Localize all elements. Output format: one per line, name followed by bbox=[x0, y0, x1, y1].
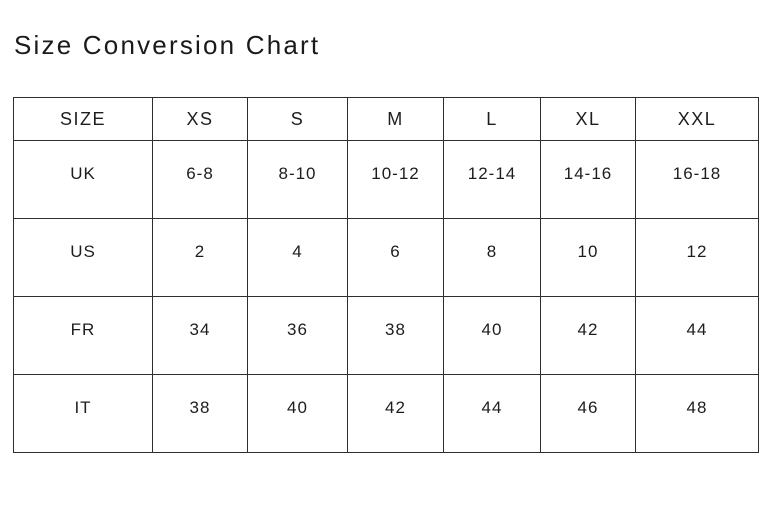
table-row-it bbox=[14, 375, 759, 453]
table-cell-uk-xs: 6-8 bbox=[153, 141, 248, 219]
table-cell-us-xl: 10 bbox=[541, 219, 636, 297]
table-cell-uk-m: 10-12 bbox=[348, 141, 444, 219]
table-cell-fr-l: 40 bbox=[444, 297, 541, 375]
row-label-uk: UK bbox=[14, 141, 153, 219]
page-title: Size Conversion Chart bbox=[14, 30, 321, 60]
table-cell-it-m: 42 bbox=[348, 375, 444, 453]
size-conversion-table bbox=[13, 97, 759, 453]
column-header-s: S bbox=[248, 98, 348, 141]
column-header-xs: XS bbox=[153, 98, 248, 141]
table-cell-us-m: 6 bbox=[348, 219, 444, 297]
column-header-m: M bbox=[348, 98, 444, 141]
column-header-l: L bbox=[444, 98, 541, 141]
table-cell-fr-m: 38 bbox=[348, 297, 444, 375]
column-header-size: SIZE bbox=[14, 98, 153, 141]
table-cell-fr-xxl: 44 bbox=[636, 297, 759, 375]
table-cell-us-xxl: 12 bbox=[636, 219, 759, 297]
row-label-it: IT bbox=[14, 375, 153, 453]
table-row-us bbox=[14, 219, 759, 297]
table-cell-it-l: 44 bbox=[444, 375, 541, 453]
table-cell-uk-xxl: 16-18 bbox=[636, 141, 759, 219]
table-row-uk bbox=[14, 141, 759, 219]
table-cell-us-l: 8 bbox=[444, 219, 541, 297]
table-header-row bbox=[14, 98, 759, 141]
table-cell-fr-xl: 42 bbox=[541, 297, 636, 375]
table-row-fr bbox=[14, 297, 759, 375]
table-cell-us-s: 4 bbox=[248, 219, 348, 297]
table-cell-uk-s: 8-10 bbox=[248, 141, 348, 219]
table-cell-uk-l: 12-14 bbox=[444, 141, 541, 219]
table-cell-fr-xs: 34 bbox=[153, 297, 248, 375]
column-header-xxl: XXL bbox=[636, 98, 759, 141]
table-cell-us-xs: 2 bbox=[153, 219, 248, 297]
table-cell-fr-s: 36 bbox=[248, 297, 348, 375]
table-cell-it-xs: 38 bbox=[153, 375, 248, 453]
table-cell-uk-xl: 14-16 bbox=[541, 141, 636, 219]
table-cell-it-xxl: 48 bbox=[636, 375, 759, 453]
row-label-fr: FR bbox=[14, 297, 153, 375]
row-label-us: US bbox=[14, 219, 153, 297]
table-cell-it-xl: 46 bbox=[541, 375, 636, 453]
table-cell-it-s: 40 bbox=[248, 375, 348, 453]
column-header-xl: XL bbox=[541, 98, 636, 141]
